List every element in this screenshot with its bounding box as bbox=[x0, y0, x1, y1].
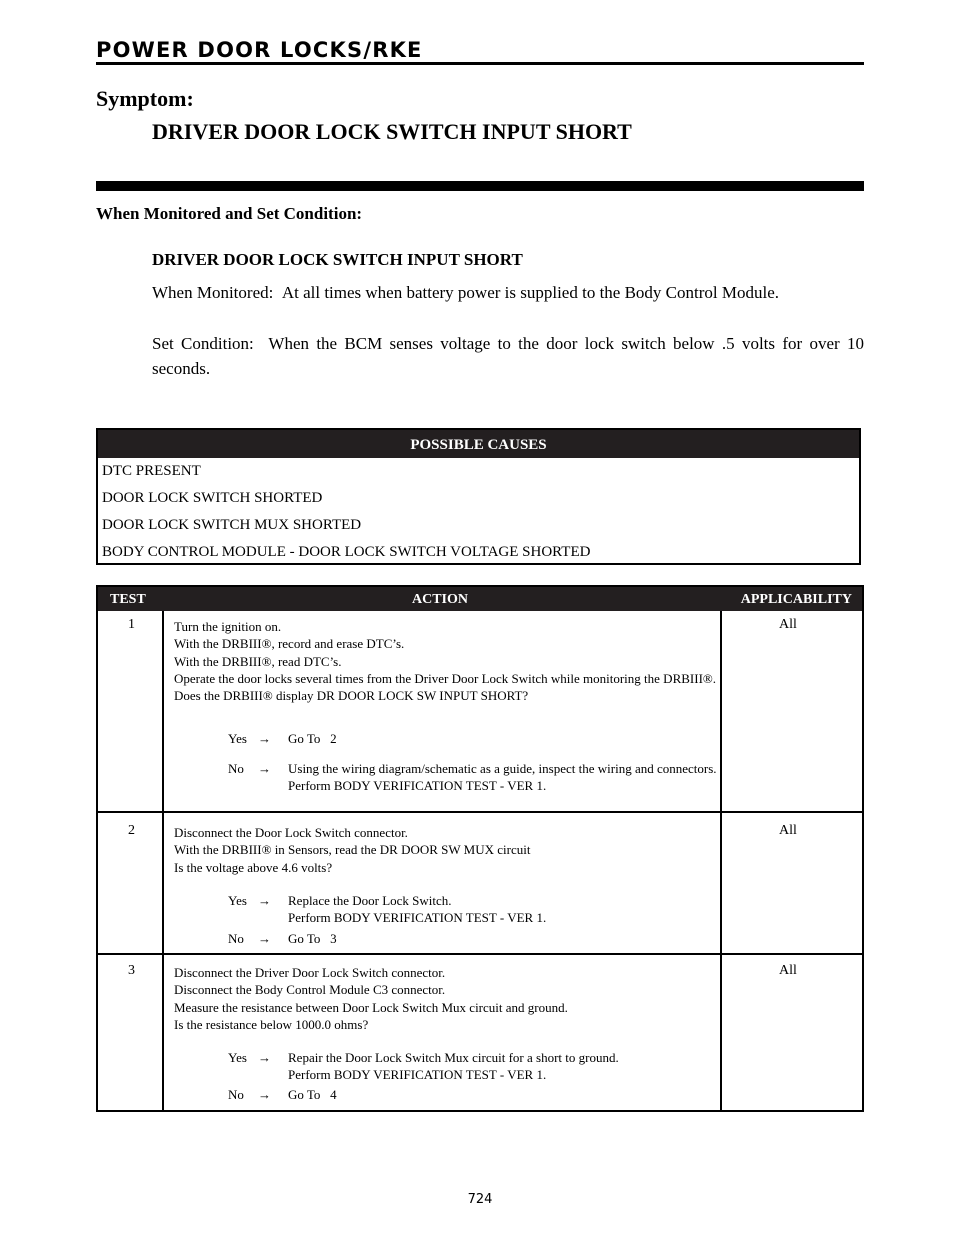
answer-yes bbox=[228, 1049, 717, 1084]
section-divider-bar bbox=[96, 181, 864, 191]
answer-text: Go To 3 bbox=[288, 931, 337, 946]
answer-text: Repair the Door Lock Switch Mux circuit for a short to ground. bbox=[288, 1050, 619, 1065]
set-condition-text: Set Condition: When the BCM senses voltage to the door lock switch below .5 volts for over 10 seconds. bbox=[152, 334, 864, 378]
arrow-icon: → bbox=[258, 931, 271, 946]
table-header-row bbox=[98, 587, 862, 611]
test-action bbox=[174, 824, 717, 876]
answer-text: Perform BODY VERIFICATION TEST - VER 1. bbox=[288, 910, 547, 926]
page-number: 724 bbox=[467, 1192, 493, 1207]
test-action bbox=[174, 964, 717, 1033]
answer-text: Replace the Door Lock Switch. bbox=[288, 893, 452, 908]
answer-yes bbox=[228, 730, 717, 747]
answer-no bbox=[228, 930, 717, 947]
action-step: Operate the door locks several times from the Driver Door Lock Switch while monitoring the DRBIII®. bbox=[174, 670, 717, 686]
column-divider bbox=[162, 611, 164, 1110]
when-monitored-text: When Monitored: At all times when battery power is supplied to the Body Control Module. bbox=[152, 283, 780, 302]
symptom-label: Symptom: bbox=[96, 86, 194, 111]
answer-no bbox=[228, 1086, 717, 1103]
action-step: Disconnect the Door Lock Switch connector. bbox=[174, 825, 408, 840]
arrow-icon: → bbox=[258, 731, 271, 746]
header-action: ACTION bbox=[412, 592, 469, 607]
cause-item: BODY CONTROL MODULE - DOOR LOCK SWITCH VOLTAGE SHORTED bbox=[102, 544, 591, 560]
test-applicability: All bbox=[779, 963, 797, 978]
possible-causes-box bbox=[96, 428, 861, 565]
answer-label: Yes bbox=[228, 731, 247, 746]
test-number: 2 bbox=[128, 823, 135, 838]
arrow-icon: → bbox=[258, 1050, 271, 1065]
answer-text: Go To 2 bbox=[288, 731, 337, 746]
answer-text: Perform BODY VERIFICATION TEST - VER 1. bbox=[288, 1067, 547, 1083]
answer-text: Go To 4 bbox=[288, 1087, 337, 1102]
action-step: Is the voltage above 4.6 volts? bbox=[174, 859, 333, 875]
answer-no bbox=[228, 760, 717, 795]
action-step: Is the resistance below 1000.0 ohms? bbox=[174, 1016, 369, 1032]
page-section-title: POWER DOOR LOCKS/RKE bbox=[96, 38, 423, 62]
row-divider bbox=[98, 811, 862, 813]
arrow-icon: → bbox=[258, 1087, 271, 1102]
cause-item: DOOR LOCK SWITCH MUX SHORTED bbox=[102, 517, 362, 533]
action-step: With the DRBIII®, read DTC’s. bbox=[174, 653, 342, 669]
test-number: 3 bbox=[128, 963, 135, 978]
symptom-title: DRIVER DOOR LOCK SWITCH INPUT SHORT bbox=[152, 119, 632, 144]
header-rule bbox=[96, 62, 864, 65]
cause-item: DOOR LOCK SWITCH SHORTED bbox=[102, 490, 323, 506]
possible-causes-heading: POSSIBLE CAUSES bbox=[98, 430, 859, 458]
answer-label: Yes bbox=[228, 1050, 247, 1065]
test-number: 1 bbox=[128, 617, 135, 632]
action-step: Disconnect the Driver Door Lock Switch connector. bbox=[174, 965, 446, 980]
answer-yes bbox=[228, 892, 717, 927]
test-applicability: All bbox=[779, 823, 797, 838]
action-step: Does the DRBIII® display DR DOOR LOCK SW INPUT SHORT? bbox=[174, 688, 529, 704]
monitored-subheading: DRIVER DOOR LOCK SWITCH INPUT SHORT bbox=[152, 250, 523, 269]
action-step: With the DRBIII®, record and erase DTC’s. bbox=[174, 636, 405, 652]
answer-label: No bbox=[228, 761, 244, 776]
row-divider bbox=[98, 953, 862, 955]
action-step: Measure the resistance between Door Lock Switch Mux circuit and ground. bbox=[174, 999, 568, 1015]
header-applicability: APPLICABILITY bbox=[740, 592, 852, 607]
column-divider bbox=[720, 611, 722, 1110]
arrow-icon: → bbox=[258, 761, 271, 776]
arrow-icon: → bbox=[258, 893, 271, 908]
monitored-heading: When Monitored and Set Condition: bbox=[96, 204, 363, 223]
header-test: TEST bbox=[110, 592, 146, 607]
answer-label: No bbox=[228, 1087, 244, 1102]
action-step: Disconnect the Body Control Module C3 connector. bbox=[174, 982, 446, 998]
answer-text: Perform BODY VERIFICATION TEST - VER 1. bbox=[288, 778, 547, 794]
answer-label: Yes bbox=[228, 893, 247, 908]
test-action bbox=[174, 618, 717, 704]
cause-item: DTC PRESENT bbox=[102, 463, 201, 479]
action-step: With the DRBIII® in Sensors, read the DR DOOR SW MUX circuit bbox=[174, 842, 531, 858]
test-applicability: All bbox=[779, 617, 797, 632]
test-table bbox=[96, 585, 864, 1112]
action-step: Turn the ignition on. bbox=[174, 619, 282, 634]
answer-label: No bbox=[228, 931, 244, 946]
answer-text: Using the wiring diagram/schematic as a guide, inspect the wiring and connectors. bbox=[288, 761, 717, 776]
